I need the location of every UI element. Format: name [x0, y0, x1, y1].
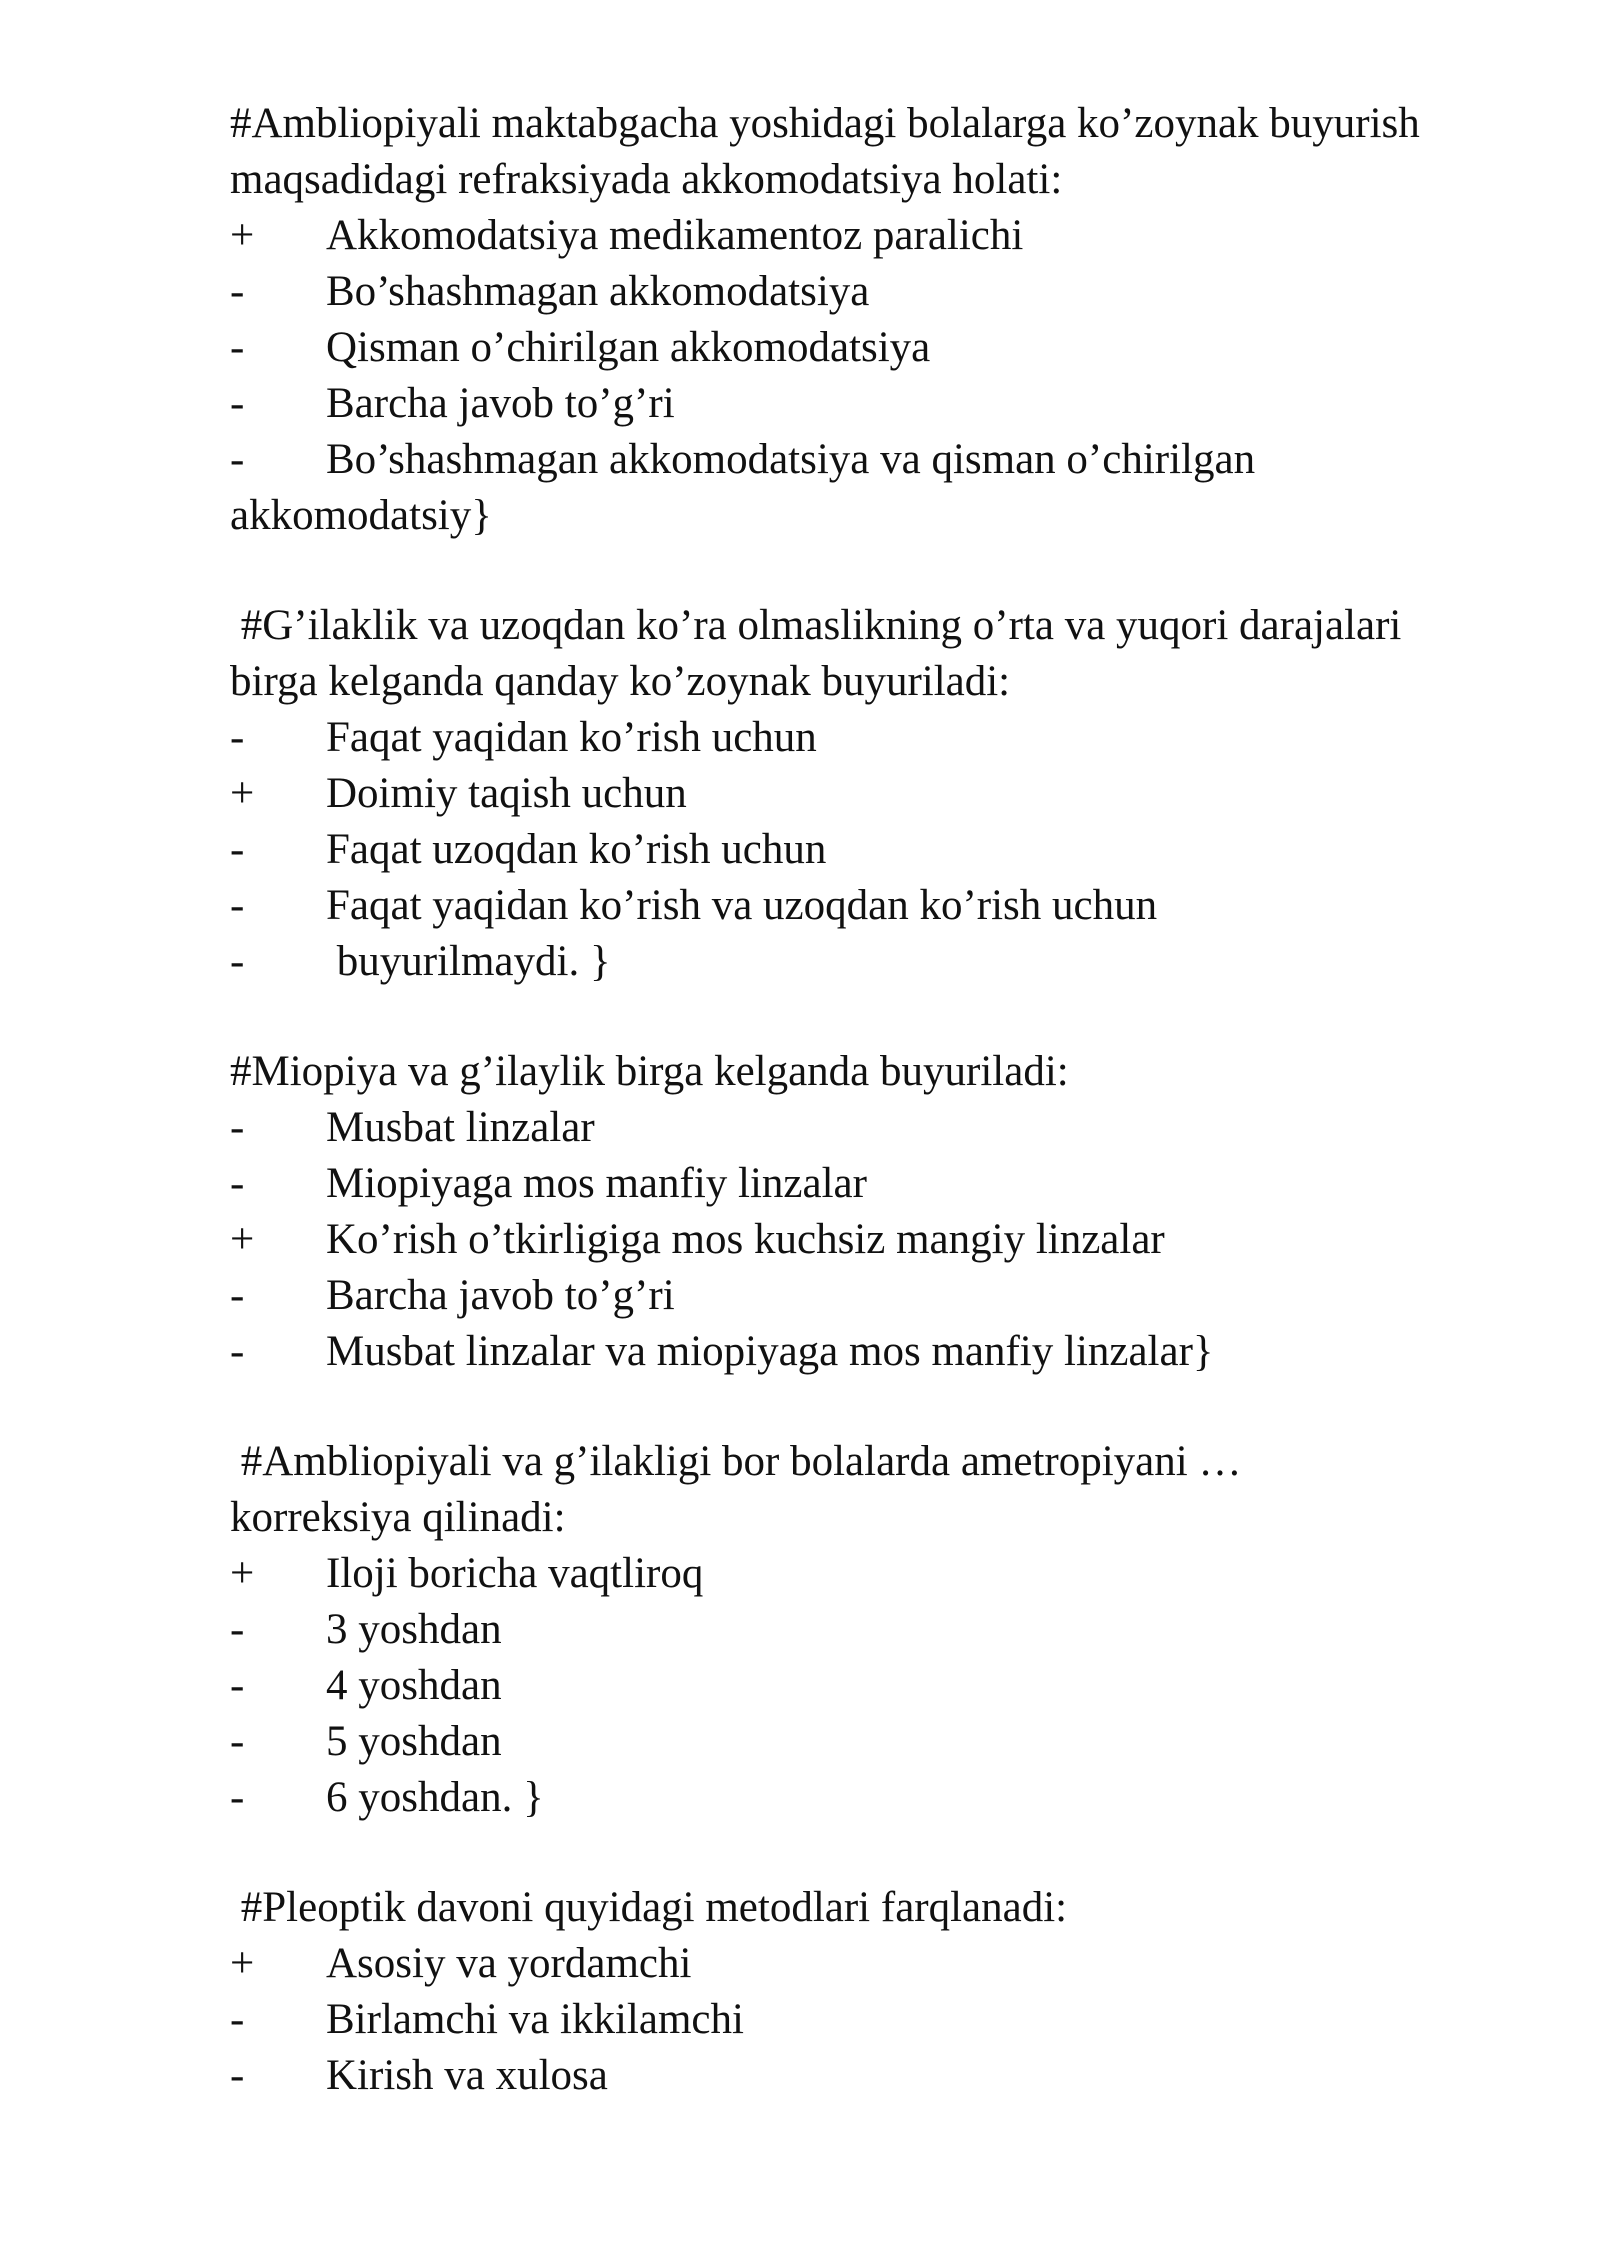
- question-text: #G’ilaklik va uzoqdan ko’ra olmaslikning o’rta va yuqori darajalari birga kelganda qanday ko’zoynak buyuriladi:: [230, 602, 1413, 705]
- question-text: #Ambliopiyali va g’ilakligi bor bolalarda ametropiyani … korreksiya qilinadi:: [230, 1438, 1253, 1541]
- answer-option: [230, 1770, 1430, 1826]
- question-text: #Miopiya va g’ilaylik birga kelganda buyuriladi:: [230, 1048, 1069, 1095]
- answer-text: 3 yoshdan: [326, 1606, 502, 1653]
- answer-text: Doimiy taqish uchun: [326, 770, 687, 817]
- answer-text: 4 yoshdan: [326, 1662, 502, 1709]
- answer-option: [230, 1546, 1430, 1602]
- answer-marker: -: [230, 324, 245, 371]
- answer-option: [230, 1602, 1430, 1658]
- answer-marker: -: [230, 1328, 245, 1375]
- answer-option: [230, 264, 1430, 320]
- answer-option: [230, 1714, 1430, 1770]
- answer-marker: +: [230, 1940, 255, 1987]
- answer-option: [230, 432, 1430, 488]
- answer-marker: -: [230, 1996, 245, 2043]
- answer-option: [230, 766, 1430, 822]
- answer-option: [230, 376, 1430, 432]
- answer-text: Musbat linzalar: [326, 1104, 595, 1151]
- answer-option: [230, 1100, 1430, 1156]
- answer-marker: -: [230, 938, 245, 985]
- answer-option: [230, 710, 1430, 766]
- answer-text: Iloji boricha vaqtliroq: [326, 1550, 704, 1597]
- answer-option: [230, 320, 1430, 376]
- answer-marker: -: [230, 1774, 245, 1821]
- answer-text-continuation: akkomodatsiy}: [230, 492, 492, 539]
- answer-marker: -: [230, 882, 245, 929]
- answer-option: [230, 1156, 1430, 1212]
- answer-text: Miopiyaga mos manfiy linzalar: [326, 1160, 867, 1207]
- answer-text: Akkomodatsiya medikamentoz paralichi: [326, 212, 1024, 259]
- question-text: #Pleoptik davoni quyidagi metodlari farqlanadi:: [230, 1884, 1068, 1931]
- answer-option: [230, 934, 1430, 990]
- question-block: [230, 598, 1430, 990]
- answer-text: Faqat uzoqdan ko’rish uchun: [326, 826, 827, 873]
- answer-text: Birlamchi va ikkilamchi: [326, 1996, 744, 2043]
- answer-marker: +: [230, 1550, 255, 1597]
- answer-option: [230, 1992, 1430, 2048]
- answer-marker: -: [230, 1104, 245, 1151]
- answer-marker: -: [230, 268, 245, 315]
- answer-option: [230, 1324, 1430, 1380]
- answer-marker: -: [230, 1606, 245, 1653]
- answer-text: Faqat yaqidan ko’rish va uzoqdan ko’rish uchun: [326, 882, 1158, 929]
- answer-marker: -: [230, 1272, 245, 1319]
- answer-option: [230, 2048, 1430, 2104]
- answer-text: Ko’rish o’tkirligiga mos kuchsiz mangiy linzalar: [326, 1216, 1165, 1263]
- answer-marker: -: [230, 714, 245, 761]
- question-block: [230, 1880, 1430, 2104]
- answer-marker: +: [230, 770, 255, 817]
- answer-option: [230, 208, 1430, 264]
- answer-option: [230, 1936, 1430, 1992]
- answer-option: [230, 1658, 1430, 1714]
- question-block: [230, 1434, 1430, 1826]
- answer-marker: -: [230, 380, 245, 427]
- answer-marker: +: [230, 1216, 255, 1263]
- answer-marker: -: [230, 826, 245, 873]
- question-text: #Ambliopiyali maktabgacha yoshidagi bolalarga ko’zoynak buyurish maqsadidagi refraksiyada akkomodatsiya holati:: [230, 100, 1431, 203]
- question-block: [230, 1044, 1430, 1380]
- answer-option: [230, 822, 1430, 878]
- answer-option: [230, 878, 1430, 934]
- answer-text: 5 yoshdan: [326, 1718, 502, 1765]
- answer-marker: -: [230, 2052, 245, 2099]
- question-block: [230, 96, 1430, 544]
- answer-marker: -: [230, 1718, 245, 1765]
- answer-text: Asosiy va yordamchi: [326, 1940, 692, 1987]
- answer-marker: -: [230, 1160, 245, 1207]
- answer-text: Bo’shashmagan akkomodatsiya va qisman o’chirilgan: [326, 436, 1256, 483]
- answer-text: Bo’shashmagan akkomodatsiya: [326, 268, 870, 315]
- answer-marker: -: [230, 436, 245, 483]
- answer-text: 6 yoshdan. }: [326, 1774, 544, 1821]
- answer-text: Faqat yaqidan ko’rish uchun: [326, 714, 817, 761]
- answer-option: [230, 1268, 1430, 1324]
- answer-text: Barcha javob to’g’ri: [326, 380, 675, 427]
- answer-text: Musbat linzalar va miopiyaga mos manfiy linzalar}: [326, 1328, 1214, 1375]
- answer-text: Qisman o’chirilgan akkomodatsiya: [326, 324, 931, 371]
- answer-text: buyurilmaydi. }: [326, 938, 611, 985]
- answer-text: Barcha javob to’g’ri: [326, 1272, 675, 1319]
- answer-marker: -: [230, 1662, 245, 1709]
- answer-option: [230, 1212, 1430, 1268]
- answer-text: Kirish va xulosa: [326, 2052, 608, 2099]
- document-page: [230, 96, 1430, 2158]
- answer-marker: +: [230, 212, 255, 259]
